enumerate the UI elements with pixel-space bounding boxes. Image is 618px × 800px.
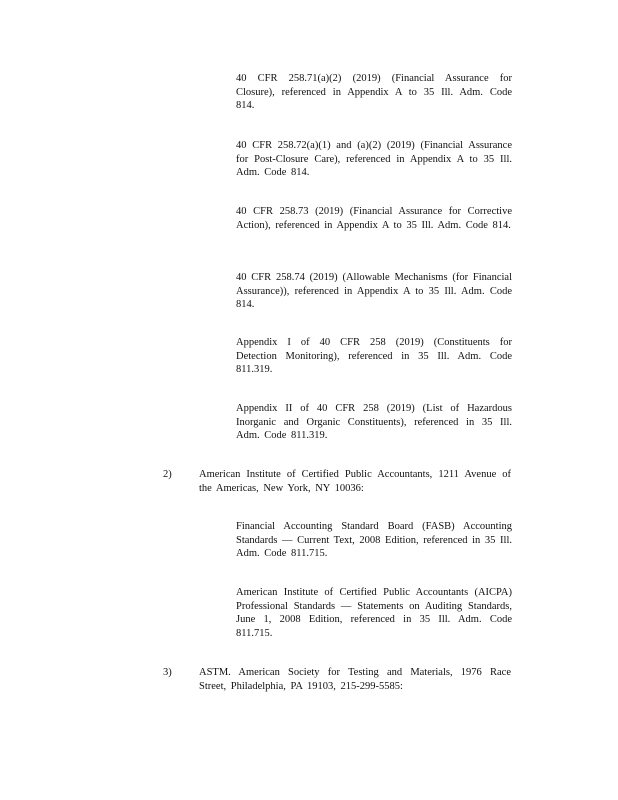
reference-fasb-standards: Financial Accounting Standard Board (FASB) Accounting Standards — Current Text, 2008 Edition, referenced in 35 Ill. Adm. Code 811.715. bbox=[236, 521, 513, 560]
reference-corrective-action-assurance: 40 CFR 258.73 (2019) (Financial Assurance for Corrective Action), referenced in Appendix A to 35 Ill. Adm. Code 814. bbox=[236, 206, 512, 231]
item-number-3: 3) bbox=[163, 667, 172, 678]
reference-allowable-mechanisms: 40 CFR 258.74 (2019) (Allowable Mechanisms (for Financial Assurance)), referenced in Appendix A to 35 Ill. Adm. Code 814. bbox=[236, 272, 512, 311]
reference-appendix-i: Appendix I of 40 CFR 258 (2019) (Constituents for Detection Monitoring), referenced in 35 Ill. Adm. Code 811.319. bbox=[236, 337, 512, 376]
reference-aicpa-standards: American Institute of Certified Public Accountants (AICPA) Professional Standards — Statements on Auditing Standards, June 1, 2008 Edition, referenced in 35 Ill. Adm. Code 811.715. bbox=[236, 587, 512, 639]
reference-closure-assurance: 40 CFR 258.71(a)(2) (2019) (Financial Assurance for Closure), referenced in Appendix A to 35 Ill. Adm. Code 814. bbox=[236, 73, 512, 112]
item-text-aicpa: American Institute of Certified Public Accountants, 1211 Avenue of the Americas, New York, NY 10036: bbox=[199, 469, 511, 494]
reference-appendix-ii: Appendix II of 40 CFR 258 (2019) (List of Hazardous Inorganic and Organic Constituents), referenced in 35 Ill. Adm. Code 811.319. bbox=[236, 403, 512, 442]
reference-post-closure-assurance: 40 CFR 258.72(a)(1) and (a)(2) (2019) (Financial Assurance for Post-Closure Care), referenced in Appendix A to 35 Ill. Adm. Code 814. bbox=[236, 140, 512, 179]
item-text-astm: ASTM. American Society for Testing and Materials, 1976 Race Street, Philadelphia, PA 19103, 215-299-5585: bbox=[199, 667, 511, 692]
item-number-2: 2) bbox=[163, 469, 172, 480]
